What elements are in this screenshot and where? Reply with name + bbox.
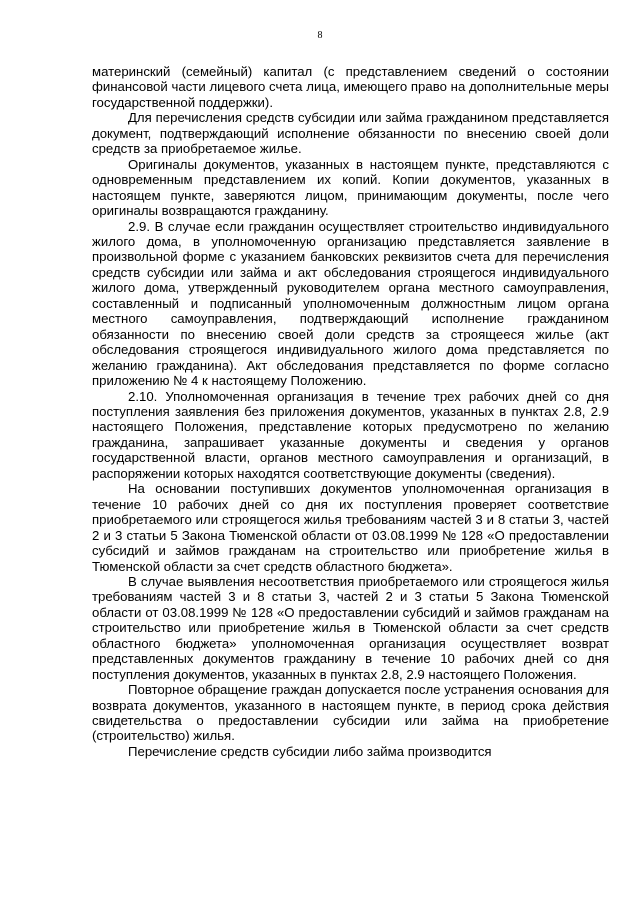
paragraph-payment-document: Для перечисления средств субсидии или займа гражданином представляется документ, подтверждающий исполнение обязанности по внесению своей доли средств за приобретаемое жилье. xyxy=(92,110,609,157)
paragraph-transfer: Перечисление средств субсидии либо займа производится xyxy=(128,743,492,759)
paragraph-2-10: 2.10. Уполномоченная организация в течение трех рабочих дней со дня поступления заявления без приложения документов, указанных в пунктах 2.8, 2.9 настоящего Положения, представление которых предусмотрено по желанию гражданина, запрашивает указанные документы и сведения у органов государственной власти, органов местного самоуправления и организаций, в распоряжении которых находятся соответствующие документы (сведения). xyxy=(92,388,609,481)
paragraph-nonconformity-return: В случае выявления несоответствия приобретаемого или строящегося жилья требованиям частей 3 и 8 статьи 3, частей 2 и 3 статьи 5 Закона Тюменской области от 03.08.1999 № 128 «О предоставлении субсидий и займов гражданам на строительство или приобретение жилья в Тюменской области за счет средств областного бюджета» уполномоченная организация осуществляет возврат представленных документов гражданину в течение 10 рабочих дней со дня поступления документов, указанных в пунктах 2.8, 2.9 настоящего Положения. xyxy=(92,573,609,682)
paragraph-continuation: материнский (семейный) капитал (с представлением сведений о состоянии финансовой части лицевого счета лица, имеющего право на дополнительные меры государственной поддержки). xyxy=(92,64,609,110)
paragraph-verification: На основании поступивших документов уполномоченная организация в течение 10 рабочих дней со дня их поступления проверяет соответствие приобретаемого или строящегося жилья требованиям частей 3 и 8 статьи 3, частей 2 и 3 статьи 5 Закона Тюменской области от 03.08.1999 № 128 «О предоставлении субсидий и займов гражданам на строительство или приобретение жилья в Тюменской области за счет средств областного бюджета». xyxy=(92,481,609,574)
document-body xyxy=(92,64,609,759)
page-number: 8 xyxy=(317,30,323,41)
paragraph-2-9: 2.9. В случае если гражданин осуществляет строительство индивидуального жилого дома, в уполномоченную организацию представляется заявление в произвольной форме с указанием банковских реквизитов счета для перечисления средств субсидии или займа и акт обследования строящегося индивидуального жилого дома, утвержденный руководителем органа местного самоуправления, составленный и подписанный уполномоченным должностным лицом органа местного самоуправления, подтверждающий исполнение гражданином обязанности по внесению своей доли средств за строящееся жилье (акт обследования строящегося индивидуального жилого дома представляется по желанию гражданина). Акт обследования представляется по форме согласно приложению № 4 к настоящему Положению. xyxy=(92,218,609,389)
paragraph-originals-copies: Оригиналы документов, указанных в настоящем пункте, представляются с одновременным представлением их копий. Копии документов, указанных в настоящем пункте, заверяются лицом, принимающим документы, после чего оригиналы возвращаются гражданину. xyxy=(92,156,609,219)
paragraph-repeat-application: Повторное обращение граждан допускается после устранения основания для возврата документов, указанного в настоящем пункте, в период срока действия свидетельства о предоставлении субсидии или займа на приобретение (строительство) жилья. xyxy=(92,682,609,744)
